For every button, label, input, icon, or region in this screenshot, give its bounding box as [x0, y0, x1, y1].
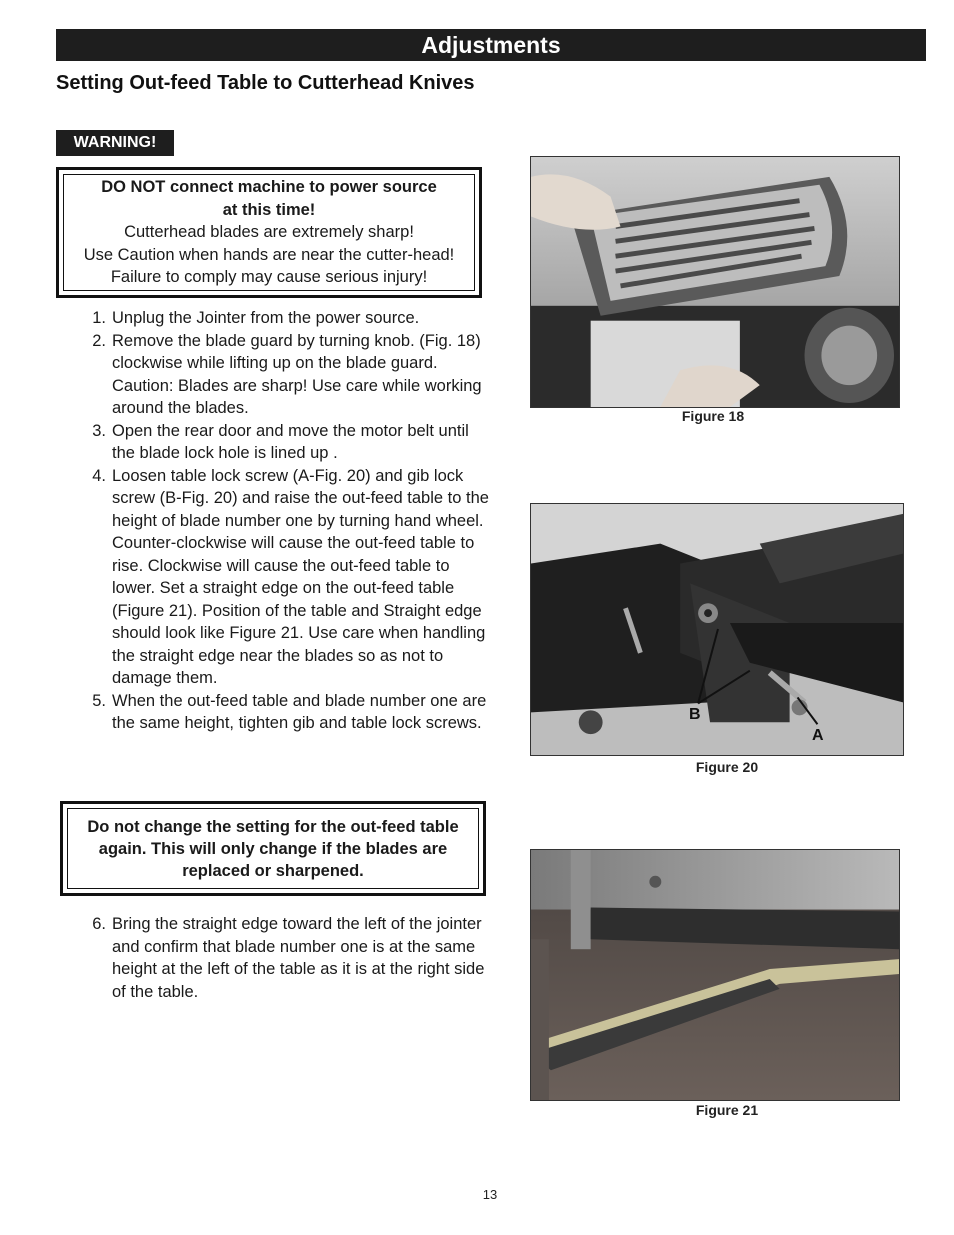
step-4 — [80, 465, 490, 690]
step-text: Bring the straight edge toward the left of the jointer and confirm that blade number one is at the same height at the left of the table as it is at the right side of the table. — [112, 915, 485, 1001]
note-box-inner — [67, 808, 479, 889]
page-number: 13 — [482, 1187, 498, 1202]
callout-a: A — [812, 727, 824, 744]
note-box — [60, 801, 486, 896]
figure-20-caption: Figure 20 — [695, 759, 759, 775]
warning-tag: WARNING! — [56, 130, 174, 156]
section-title: Setting Out-feed Table to Cutterhead Knives — [56, 72, 475, 94]
figure-18-image — [531, 157, 899, 407]
warning-bold-line-1: DO NOT connect machine to power source — [101, 178, 437, 197]
step-number: 4. — [92, 466, 106, 485]
warning-box-inner — [63, 174, 475, 291]
step-text: Unplug the Jointer from the power source. — [112, 309, 420, 327]
step-number: 3. — [92, 421, 106, 440]
steps-list-continued — [80, 913, 490, 1003]
warning-line-2: Use Caution when hands are near the cutter-head! — [83, 245, 455, 264]
figure-21-photo — [530, 849, 900, 1101]
page-heading: Adjustments — [421, 32, 561, 58]
step-number: 5. — [92, 691, 106, 710]
step-text: Remove the blade guard by turning knob. (Fig. 18) clockwise while lifting up on the blade guard. Caution: Blades are sharp! Use care while working around the blades. — [112, 331, 482, 417]
figure-21-caption: Figure 21 — [695, 1102, 759, 1118]
step-number: 2. — [92, 331, 106, 350]
figure-18-caption: Figure 18 — [681, 408, 745, 424]
warning-bold-line-2: at this time! — [222, 200, 316, 219]
step-number: 1. — [92, 309, 106, 327]
step-number: 6. — [92, 915, 106, 933]
step-text: Open the rear door and move the motor belt until the blade lock hole is lined up . — [112, 421, 469, 462]
step-text: Loosen table lock screw (A-Fig. 20) and gib lock screw (B-Fig. 20) and raise the out-feed table to the height of blade number one by turning hand wheel. Counter-clockwise will cause the out-feed table to rise. Clockwise will cause the out-feed table to lower. Set a straight edge on the out-feed table (Figure 21). Position of the table and Straight edge should look like Figure 21. Use care when handling the straight edge near the blades so as not to damage them. — [112, 466, 489, 687]
step-5 — [80, 690, 490, 735]
figure-20-photo — [530, 503, 904, 756]
warning-line-3: Failure to comply may cause serious injury! — [110, 268, 428, 287]
header-bar — [56, 29, 926, 61]
step-text: When the out-feed table and blade number one are the same height, tighten gib and table lock screws. — [112, 691, 487, 732]
step-1 — [80, 307, 490, 330]
warning-box — [56, 167, 482, 298]
note-text: Do not change the setting for the out-feed table again. This will only change if the blades are replaced or sharpened. — [87, 817, 459, 880]
step-6 — [80, 913, 490, 1003]
step-2 — [80, 330, 490, 420]
warning-line-1: Cutterhead blades are extremely sharp! — [124, 223, 414, 242]
steps-list — [80, 307, 490, 735]
figure-20-image — [531, 504, 903, 755]
figure-18-photo — [530, 156, 900, 408]
step-3 — [80, 420, 490, 465]
figure-21-image — [531, 850, 899, 1100]
callout-b: B — [689, 706, 701, 723]
